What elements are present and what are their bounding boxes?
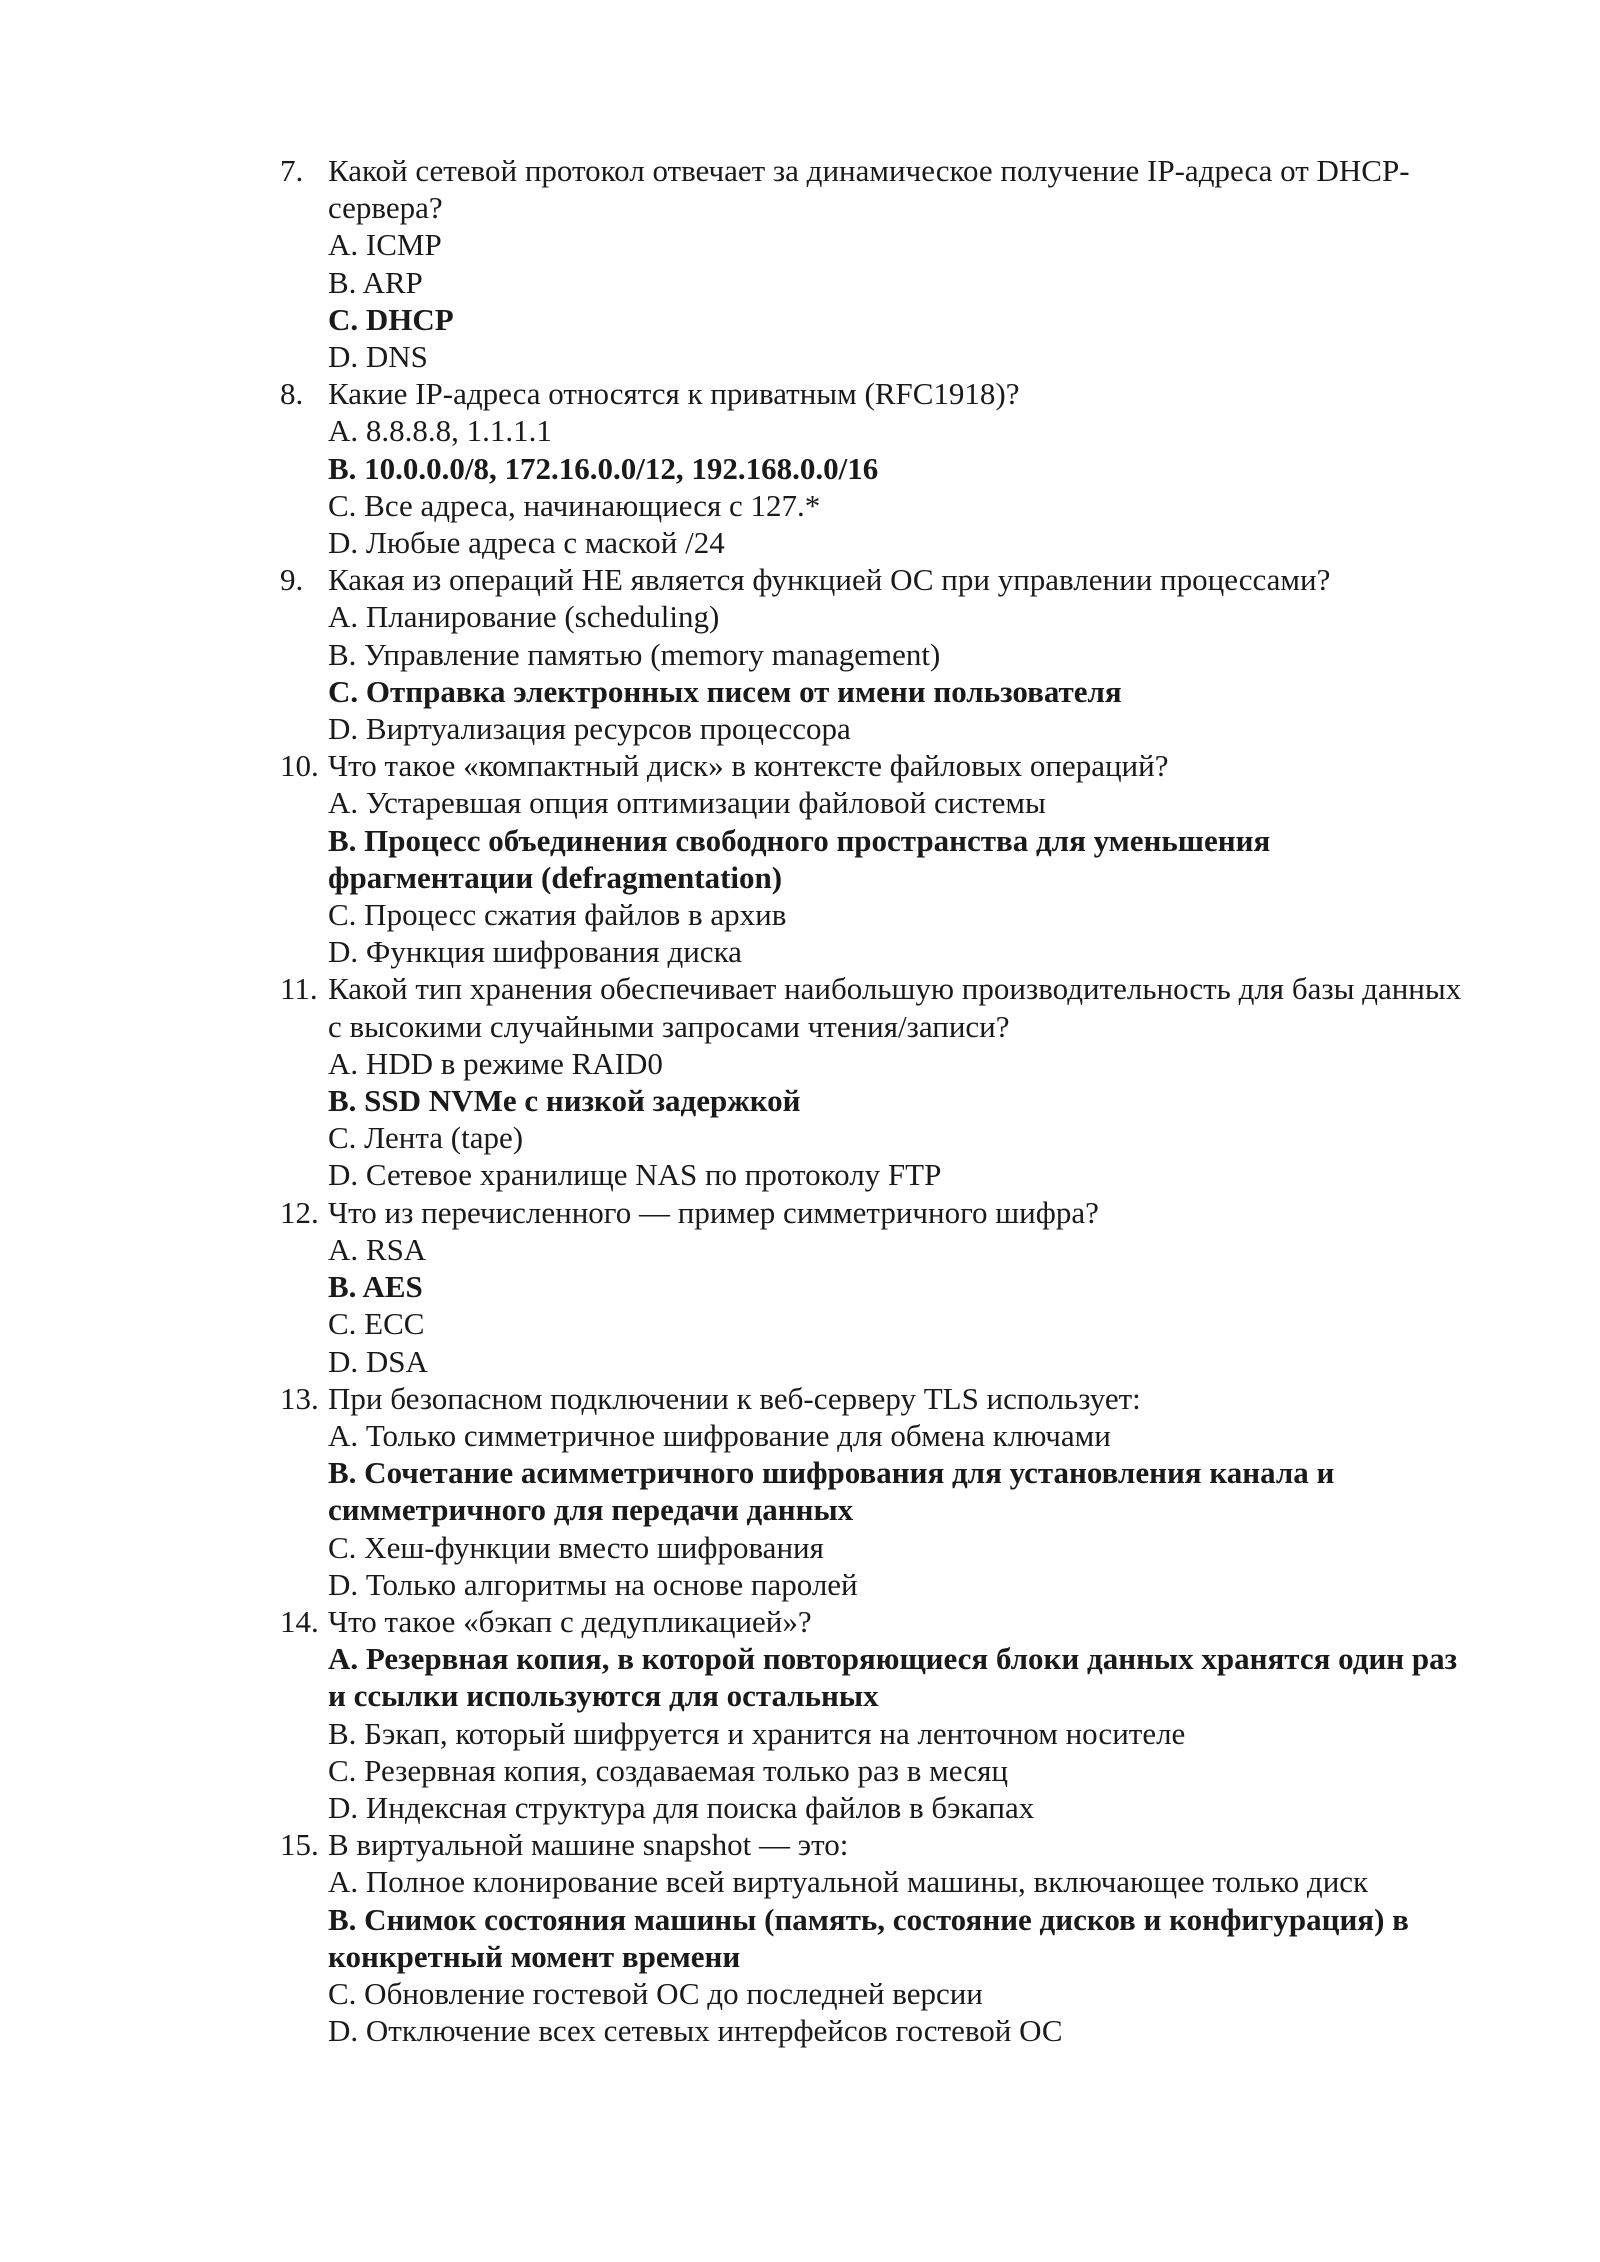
question-text: Какие IP-адреса относятся к приватным (RFC1918)? bbox=[328, 376, 1020, 412]
answer-option-correct: C. DHCP bbox=[328, 301, 454, 337]
question-text: Какой сетевой протокол отвечает за динамическое получение IP-адреса от DHCP-сервера? bbox=[328, 153, 1410, 226]
question-item bbox=[280, 747, 1480, 970]
question-number: 9. bbox=[280, 562, 304, 598]
question-item bbox=[280, 970, 1480, 1193]
question-text: Что из перечисленного — пример симметричного шифра? bbox=[328, 1194, 1099, 1230]
question-list bbox=[280, 152, 1480, 2049]
answer-option: C. ECC bbox=[328, 1306, 425, 1342]
answer-option: D. DNS bbox=[328, 339, 428, 375]
question-item bbox=[280, 152, 1480, 375]
answer-option: D. Только алгоритмы на основе паролей bbox=[328, 1566, 858, 1602]
answer-option: D. DSA bbox=[328, 1343, 428, 1379]
answer-option: C. Лента (tape) bbox=[328, 1120, 524, 1156]
answer-options bbox=[328, 1640, 1480, 1826]
answer-option: D. Любые адреса с маской /24 bbox=[328, 525, 725, 561]
answer-option-correct: B. Снимок состояния машины (память, состояние дисков и конфигурация) в конкретный момент времени bbox=[328, 1901, 1409, 1974]
answer-option-correct: B. Процесс объединения свободного пространства для уменьшения фрагментации (defragmentation) bbox=[328, 822, 1271, 895]
answer-option: A. Только симметричное шифрование для обмена ключами bbox=[328, 1417, 1111, 1453]
question-number: 13. bbox=[280, 1380, 319, 1416]
question-text: Какой тип хранения обеспечивает наибольшую производительность для базы данных с высокими случайными запросами чтения/записи? bbox=[328, 971, 1462, 1044]
question-number: 10. bbox=[280, 748, 319, 784]
answer-option: D. Сетевое хранилище NAS по протоколу FTP bbox=[328, 1157, 942, 1193]
answer-option-correct: B. Сочетание асимметричного шифрования для установления канала и симметричного для передачи данных bbox=[328, 1455, 1335, 1528]
answer-option-correct: C. Отправка электронных писем от имени пользователя bbox=[328, 673, 1122, 709]
answer-option-correct: A. Резервная копия, в которой повторяющиеся блоки данных хранятся один раз и ссылки используются для остальных bbox=[328, 1641, 1458, 1714]
answer-option: D. Виртуализация ресурсов процессора bbox=[328, 711, 851, 747]
answer-option: B. Управление памятью (memory management) bbox=[328, 636, 941, 672]
answer-option: C. Обновление гостевой ОС до последней версии bbox=[328, 1975, 983, 2011]
answer-option-correct: B. 10.0.0.0/8, 172.16.0.0/12, 192.168.0.0/16 bbox=[328, 450, 879, 486]
question-number: 12. bbox=[280, 1194, 319, 1230]
question-item bbox=[280, 1826, 1480, 2049]
answer-option: A. Устаревшая опция оптимизации файловой системы bbox=[328, 785, 1046, 821]
answer-options bbox=[328, 1045, 1480, 1194]
answer-option: D. Индексная структура для поиска файлов в бэкапах bbox=[328, 1789, 1035, 1825]
question-number: 15. bbox=[280, 1827, 319, 1863]
answer-option: C. Все адреса, начинающиеся с 127.* bbox=[328, 487, 821, 523]
answer-options bbox=[328, 412, 1480, 561]
question-text: При безопасном подключении к веб-серверу TLS использует: bbox=[328, 1380, 1141, 1416]
answer-options bbox=[328, 1863, 1480, 2049]
answer-option: A. 8.8.8.8, 1.1.1.1 bbox=[328, 413, 552, 449]
answer-option: C. Резервная копия, создаваемая только раз в месяц bbox=[328, 1752, 1008, 1788]
question-item bbox=[280, 375, 1480, 561]
answer-option: C. Хеш-функции вместо шифрования bbox=[328, 1529, 824, 1565]
answer-option: A. RSA bbox=[328, 1231, 427, 1267]
answer-options bbox=[328, 1231, 1480, 1380]
question-text: Какая из операций НЕ является функцией ОС при управлении процессами? bbox=[328, 562, 1331, 598]
answer-options bbox=[328, 226, 1480, 375]
question-number: 11. bbox=[280, 971, 318, 1007]
answer-option: A. ICMP bbox=[328, 227, 442, 263]
answer-option-correct: B. AES bbox=[328, 1269, 423, 1305]
answer-options bbox=[328, 598, 1480, 747]
answer-option-correct: B. SSD NVMe с низкой задержкой bbox=[328, 1083, 801, 1119]
question-item bbox=[280, 1194, 1480, 1380]
answer-option: A. Полное клонирование всей виртуальной машины, включающее только диск bbox=[328, 1864, 1369, 1900]
answer-options bbox=[328, 1417, 1480, 1603]
answer-option: A. Планирование (scheduling) bbox=[328, 599, 720, 635]
question-number: 8. bbox=[280, 376, 304, 412]
question-item bbox=[280, 1380, 1480, 1603]
question-number: 7. bbox=[280, 153, 304, 188]
answer-option: D. Отключение всех сетевых интерфейсов гостевой ОС bbox=[328, 2013, 1063, 2049]
answer-option: A. HDD в режиме RAID0 bbox=[328, 1045, 663, 1081]
answer-option: B. Бэкап, который шифруется и хранится на ленточном носителе bbox=[328, 1715, 1186, 1751]
question-number: 14. bbox=[280, 1603, 319, 1639]
question-text: В виртуальной машине snapshot — это: bbox=[328, 1827, 849, 1863]
answer-option: C. Процесс сжатия файлов в архив bbox=[328, 897, 787, 933]
question-item bbox=[280, 561, 1480, 747]
answer-option: D. Функция шифрования диска bbox=[328, 934, 742, 970]
answer-option: B. ARP bbox=[328, 264, 423, 300]
question-item bbox=[280, 1603, 1480, 1826]
question-text: Что такое «компактный диск» в контексте файловых операций? bbox=[328, 748, 1169, 784]
question-text: Что такое «бэкап с дедупликацией»? bbox=[328, 1603, 812, 1639]
answer-options bbox=[328, 784, 1480, 970]
